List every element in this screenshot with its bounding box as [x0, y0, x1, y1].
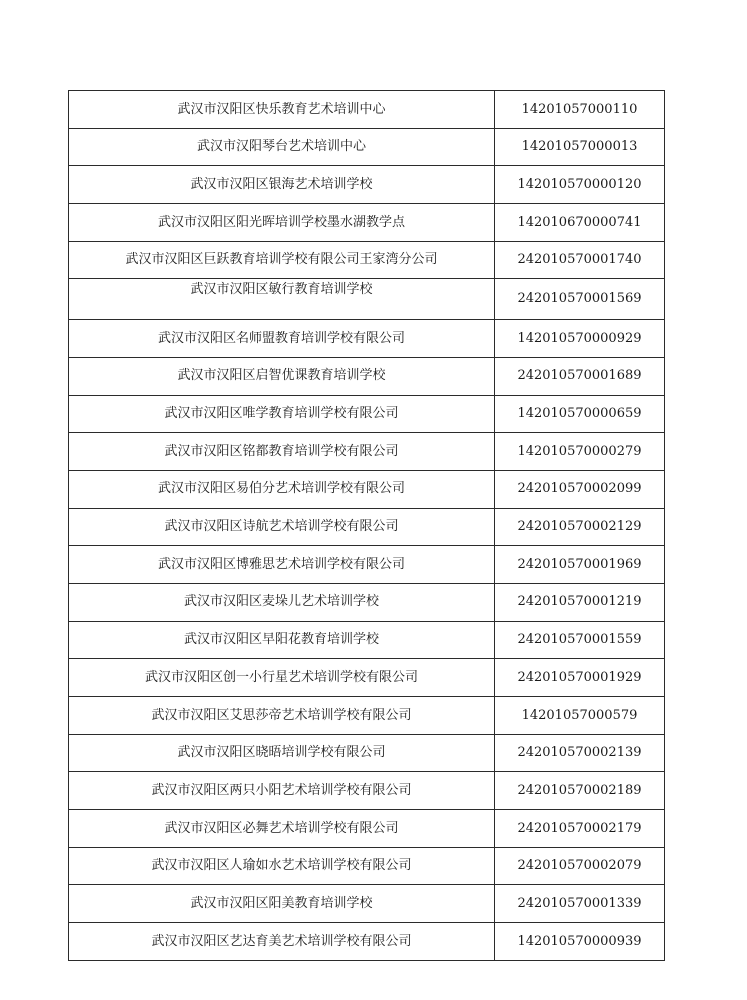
- institution-name: 武汉市汉阳区易伯分艺术培训学校有限公司: [69, 470, 495, 508]
- table-row: [69, 433, 665, 471]
- license-code: 142010570000939: [495, 923, 665, 961]
- institution-name: 武汉市汉阳区人瑜如水艺术培训学校有限公司: [69, 847, 495, 885]
- table-row: [69, 91, 665, 129]
- license-code: 142010670000741: [495, 204, 665, 242]
- license-code: 242010570002139: [495, 734, 665, 772]
- institution-name: 武汉市汉阳区博雅思艺术培训学校有限公司: [69, 546, 495, 584]
- institution-name: 武汉市汉阳区创一小行星艺术培训学校有限公司: [69, 659, 495, 697]
- institution-name: 武汉市汉阳区启智优课教育培训学校: [69, 357, 495, 395]
- institution-name: 武汉市汉阳区艾思莎帝艺术培训学校有限公司: [69, 697, 495, 735]
- institution-name: 武汉市汉阳区艺达育美艺术培训学校有限公司: [69, 923, 495, 961]
- table-row: [69, 128, 665, 166]
- institution-name: 武汉市汉阳区阳美教育培训学校: [69, 885, 495, 923]
- table-row: [69, 583, 665, 621]
- table-row: [69, 470, 665, 508]
- license-code: 242010570001740: [495, 241, 665, 279]
- table-row: [69, 847, 665, 885]
- institution-name: 武汉市汉阳区阳光晖培训学校墨水湖教学点: [69, 204, 495, 242]
- table-row: [69, 697, 665, 735]
- license-code: 14201057000013: [495, 128, 665, 166]
- license-code: 242010570001929: [495, 659, 665, 697]
- table-row: [69, 320, 665, 358]
- license-code: 142010570000120: [495, 166, 665, 204]
- institution-name: 武汉市汉阳区两只小阳艺术培训学校有限公司: [69, 772, 495, 810]
- license-code: 242010570002179: [495, 810, 665, 848]
- institution-name: 武汉市汉阳区晓晤培训学校有限公司: [69, 734, 495, 772]
- table-row: [69, 923, 665, 961]
- license-code: 242010570002189: [495, 772, 665, 810]
- license-code: 14201057000579: [495, 697, 665, 735]
- license-code: 242010570001559: [495, 621, 665, 659]
- license-code: 242010570001969: [495, 546, 665, 584]
- table-row: [69, 885, 665, 923]
- table-row: [69, 279, 665, 320]
- institution-name: 武汉市汉阳区巨跃教育培训学校有限公司王家湾分公司: [69, 241, 495, 279]
- institution-name: 武汉市汉阳区唯学教育培训学校有限公司: [69, 395, 495, 433]
- table-row: [69, 357, 665, 395]
- table-row: [69, 166, 665, 204]
- institution-name: 武汉市汉阳区必舞艺术培训学校有限公司: [69, 810, 495, 848]
- table-row: [69, 772, 665, 810]
- license-code: 242010570001339: [495, 885, 665, 923]
- institution-name: 武汉市汉阳区早阳花教育培训学校: [69, 621, 495, 659]
- license-code: 14201057000110: [495, 91, 665, 129]
- institution-name: 武汉市汉阳区快乐教育艺术培训中心: [69, 91, 495, 129]
- institution-name: 武汉市汉阳琴台艺术培训中心: [69, 128, 495, 166]
- table-row: [69, 241, 665, 279]
- table-row: [69, 546, 665, 584]
- license-code: 242010570001689: [495, 357, 665, 395]
- table-row: [69, 204, 665, 242]
- institution-table: [68, 90, 665, 961]
- table-row: [69, 621, 665, 659]
- table-row: [69, 810, 665, 848]
- license-code: 242010570001569: [495, 279, 665, 320]
- license-code: 142010570000279: [495, 433, 665, 471]
- license-code: 142010570000929: [495, 320, 665, 358]
- license-code: 242010570002099: [495, 470, 665, 508]
- license-code: 242010570002079: [495, 847, 665, 885]
- institution-name: 武汉市汉阳区麦垛儿艺术培训学校: [69, 583, 495, 621]
- license-code: 242010570002129: [495, 508, 665, 546]
- table-row: [69, 734, 665, 772]
- institution-name: 武汉市汉阳区铭都教育培训学校有限公司: [69, 433, 495, 471]
- table-row: [69, 395, 665, 433]
- table-row: [69, 659, 665, 697]
- institution-name: 武汉市汉阳区诗航艺术培训学校有限公司: [69, 508, 495, 546]
- institution-name: 武汉市汉阳区敏行教育培训学校: [69, 279, 495, 320]
- institution-name: 武汉市汉阳区银海艺术培训学校: [69, 166, 495, 204]
- license-code: 242010570001219: [495, 583, 665, 621]
- institution-name: 武汉市汉阳区名师盟教育培训学校有限公司: [69, 320, 495, 358]
- license-code: 142010570000659: [495, 395, 665, 433]
- table-row: [69, 508, 665, 546]
